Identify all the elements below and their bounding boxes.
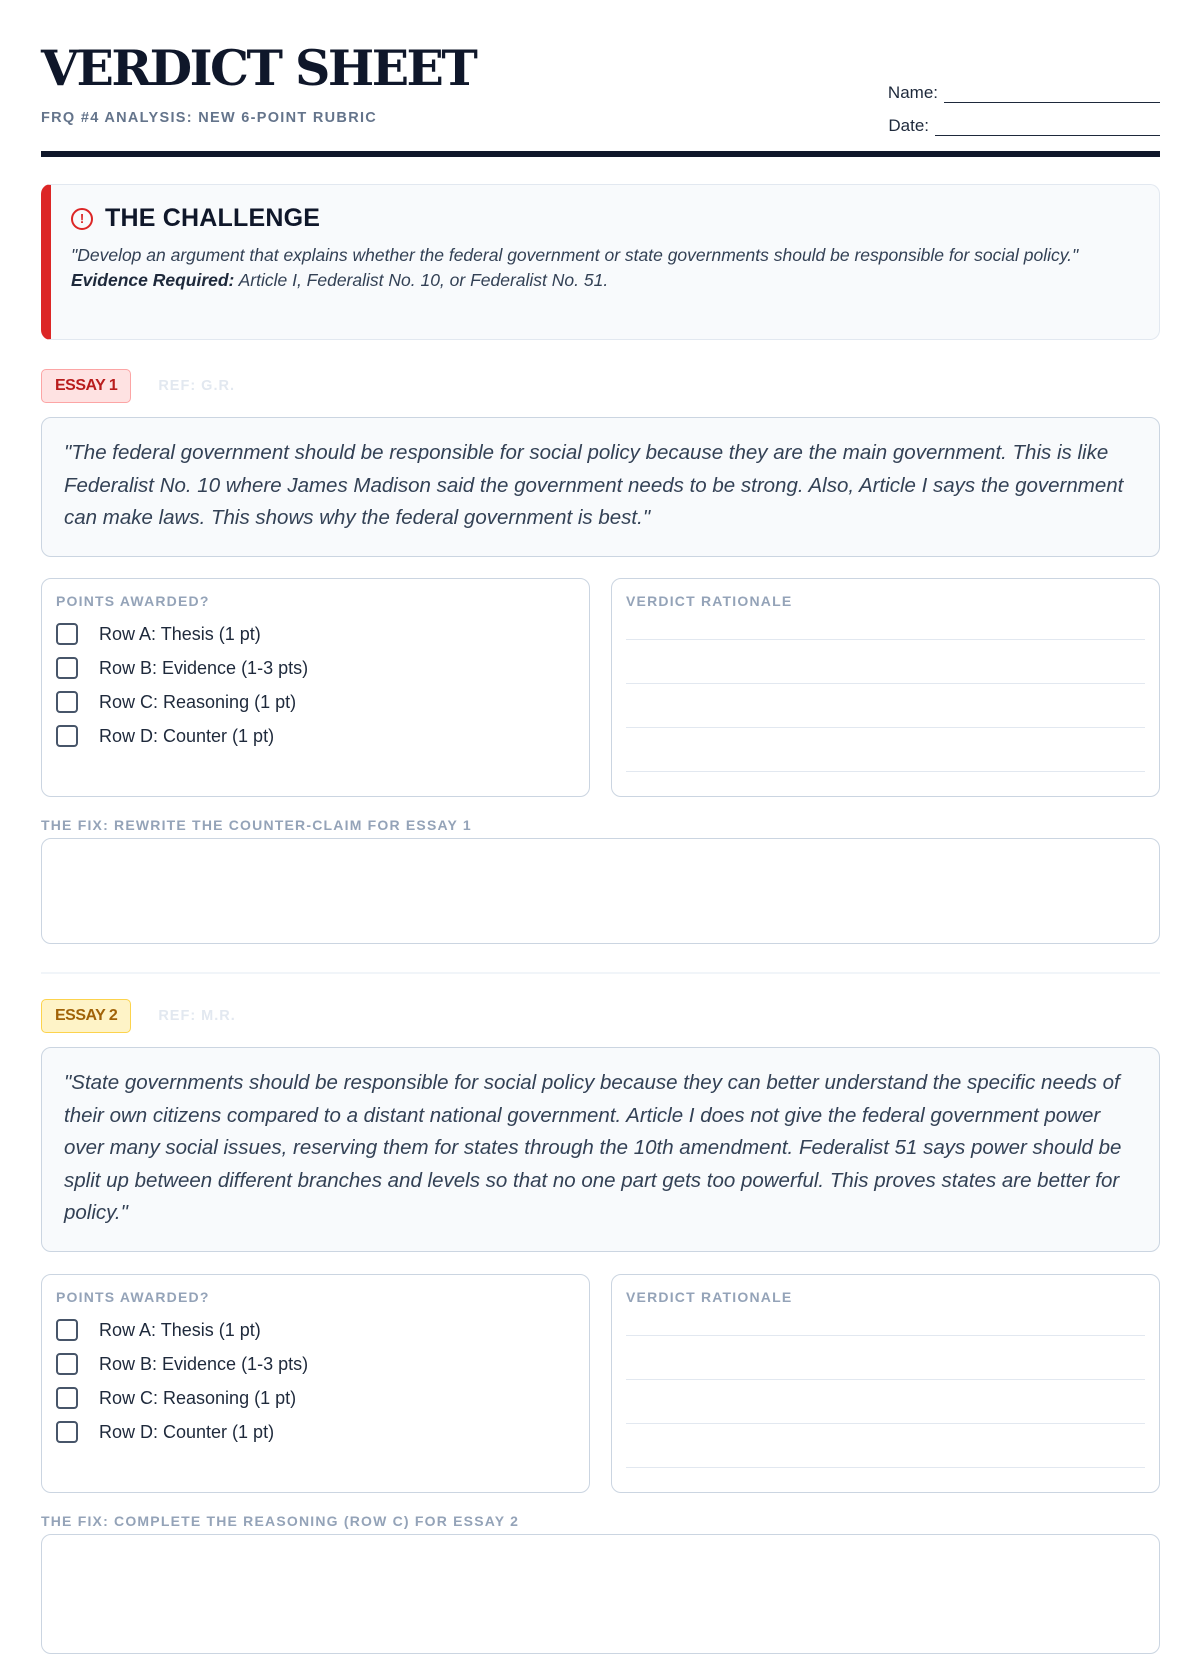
essay-ref: REF: G.R. (158, 378, 235, 394)
essay-badge: ESSAY 1 (41, 369, 131, 403)
challenge-evidence (71, 268, 1139, 293)
essay-quote: "State governments should be responsible for social policy because they can better understand the specific needs of their own citizens compared to a distant national government. Article I does not give the federal government power over many social issues, reserving them for states through the 10th amendment. Federalist 51 says power should be split up between different branches and levels so that no one part gets too powerful. This proves states are better for policy." (41, 1047, 1160, 1252)
criterion-label: Row B: Evidence (1-3 pts) (99, 657, 309, 678)
fix-label: THE FIX: REWRITE THE COUNTER-CLAIM FOR ESSAY 1 (41, 817, 472, 833)
challenge-title: THE CHALLENGE (105, 204, 321, 232)
points-label: POINTS AWARDED? (56, 593, 210, 609)
criterion-row-d[interactable] (56, 719, 575, 753)
page-title: VERDICT SHEET (41, 39, 476, 97)
rationale-label: VERDICT RATIONALE (626, 1289, 793, 1305)
criterion-label: Row A: Thesis (1 pt) (99, 1319, 261, 1340)
criterion-row-a[interactable] (56, 617, 575, 651)
criterion-label: Row C: Reasoning (1 pt) (99, 691, 297, 712)
criterion-row-c[interactable] (56, 1381, 575, 1415)
writing-line (626, 1424, 1145, 1468)
points-awarded-box (41, 578, 590, 797)
criterion-label: Row D: Counter (1 pt) (99, 725, 275, 746)
fix-label: THE FIX: COMPLETE THE REASONING (ROW C) FOR ESSAY 2 (41, 1513, 520, 1529)
evidence-text: Article I, Federalist No. 10, or Federalist No. 51. (234, 270, 609, 290)
criterion-row-b[interactable] (56, 651, 575, 685)
writing-line (626, 640, 1145, 684)
checkbox[interactable] (56, 623, 78, 645)
points-label: POINTS AWARDED? (56, 1289, 210, 1305)
checkbox[interactable] (56, 691, 78, 713)
writing-line (626, 609, 1145, 640)
checkbox[interactable] (56, 657, 78, 679)
section-divider (41, 972, 1160, 974)
checkbox[interactable] (56, 725, 78, 747)
name-label: Name: (887, 83, 938, 102)
checkbox[interactable] (56, 1387, 78, 1409)
essay-tagline (41, 999, 236, 1033)
name-field[interactable] (944, 86, 1160, 103)
essay-quote: "The federal government should be responsible for social policy because they are the main government. This is like Federalist No. 10 where James Madison said the government needs to be strong. Also, Article I says the government can make laws. This shows why the federal government is best." (41, 417, 1160, 557)
criterion-row-b[interactable] (56, 1347, 575, 1381)
verdict-sheet-page (41, 0, 1160, 1529)
challenge-prompt: "Develop an argument that explains whether the federal government or state governments should be responsible for social policy." (71, 245, 1079, 265)
verdict-rationale-box[interactable] (611, 1274, 1160, 1493)
criterion-label: Row B: Evidence (1-3 pts) (99, 1353, 309, 1374)
page-subtitle: FRQ #4 ANALYSIS: NEW 6-POINT RUBRIC (41, 110, 378, 126)
header-divider (41, 151, 1160, 157)
evidence-label: Evidence Required: (71, 270, 235, 290)
writing-line (626, 728, 1145, 772)
checkbox[interactable] (56, 1319, 78, 1341)
checkbox[interactable] (56, 1353, 78, 1375)
points-awarded-box (41, 1274, 590, 1493)
writing-line (626, 1305, 1145, 1336)
rationale-label: VERDICT RATIONALE (626, 593, 793, 609)
student-meta (888, 70, 1160, 136)
writing-line (626, 1380, 1145, 1424)
fix-answer-box[interactable] (41, 838, 1160, 944)
challenge-card (41, 184, 1160, 340)
date-row (888, 103, 1160, 136)
name-row (888, 70, 1160, 103)
date-label: Date: (888, 116, 929, 135)
criterion-label: Row A: Thesis (1 pt) (99, 623, 261, 644)
verdict-rationale-box[interactable] (611, 578, 1160, 797)
date-field[interactable] (935, 119, 1160, 136)
criterion-label: Row C: Reasoning (1 pt) (99, 1387, 297, 1408)
fix-answer-box[interactable] (41, 1534, 1160, 1654)
writing-line (626, 684, 1145, 728)
header (41, 0, 1160, 157)
criterion-row-c[interactable] (56, 685, 575, 719)
essay-tagline (41, 369, 235, 403)
writing-line (626, 1336, 1145, 1380)
essay-ref: REF: M.R. (158, 1008, 236, 1024)
challenge-heading (71, 204, 1139, 233)
criterion-label: Row D: Counter (1 pt) (99, 1421, 275, 1442)
checkbox[interactable] (56, 1421, 78, 1443)
criterion-row-d[interactable] (56, 1415, 575, 1449)
essay-badge: ESSAY 2 (41, 999, 131, 1033)
alert-circle-icon: ! (71, 208, 93, 230)
criterion-row-a[interactable] (56, 1313, 575, 1347)
